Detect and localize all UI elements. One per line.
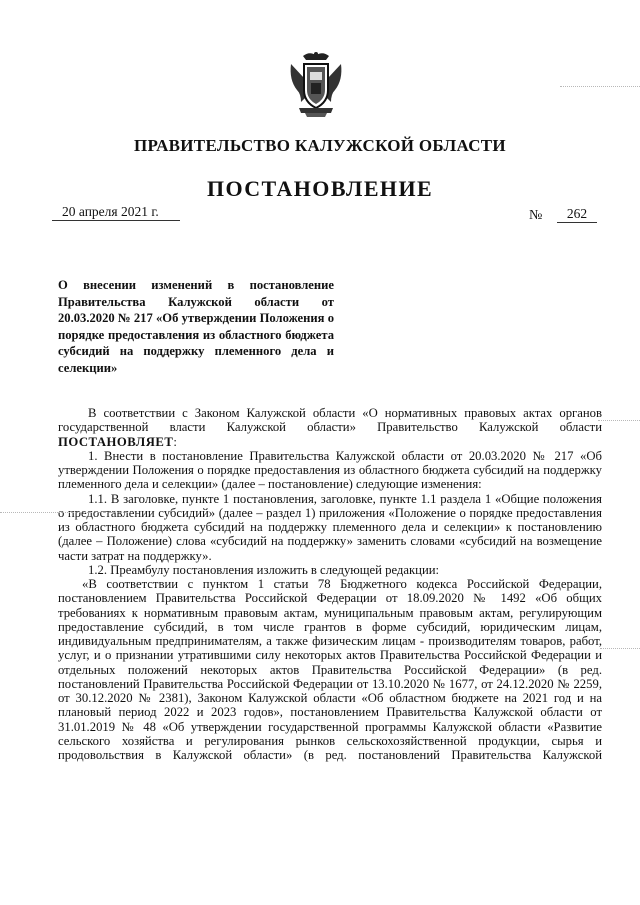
- number-label: №: [529, 208, 543, 223]
- coat-of-arms-icon: [287, 50, 345, 118]
- scan-artifact-line: [0, 512, 130, 513]
- resolves-colon: :: [173, 434, 177, 449]
- organization-title: ПРАВИТЕЛЬСТВО КАЛУЖСКОЙ ОБЛАСТИ: [134, 136, 506, 155]
- resolves-keyword: ПОСТАНОВЛЯЕТ: [58, 434, 174, 449]
- document-subject: О внесении изменений в постановление Правительства Калужской области от 20.03.2020 № 217 «Об утверждении Положения о порядке предоставления из областного бюджета субсидий на поддержку племенного дела и селекции»: [58, 278, 334, 375]
- document-number: 262: [557, 206, 597, 223]
- intro-paragraph: В соответствии с Законом Калужской области «О нормативных правовых актах органов государственной власти Калужской области» Правительство Калужской области: [58, 406, 602, 435]
- resolves-line: [58, 435, 602, 449]
- item-1-1: 1.1. В заголовке, пункте 1 постановления, заголовке, пункте 1.1 раздела 1 «Общие положения о предоставлении субсидий» (далее – раздел 1) приложения «Положение о порядке предоставления из областного бюджета субсидий на поддержку племенного дела и селекции» к постановлению (далее – Положение) слова «субсидий на поддержку» заменить словами «субсидий на возмещение части затрат на поддержку».: [58, 491, 602, 563]
- document-type-title: ПОСТАНОВЛЕНИЕ: [206, 176, 434, 201]
- document-body: [58, 406, 602, 762]
- preamble-quote: «В соответствии с пунктом 1 статьи 78 Бюджетного кодекса Российской Федерации, постановлением Правительства Российской Федерации от 18.09.2020 № 1492 «Об общих требованиях к нормативным правовым актам, муниципальным правовым актам, регулирующим предоставление субсидий, в том числе грантов в форме субсидий, юридическим лицам, индивидуальным предпринимателям, а также физическим лицам - производителям товаров, работ, услуг, и о признании утратившими силу некоторых актов Правительства Российской Федерации и отдельных положений некоторых актов Правительства Российской Федерации» (в ред. постановлений Правительства Российской Федерации от 13.10.2020 № 1677, от 24.12.2020 № 2259, от 30.12.2020 № 2381), Законом Калужской области «Об областном бюджете на 2021 год и на плановый период 2022 и 2023 годов», постановлением Правительства Калужской области от 31.01.2019 № 48 «Об утверждении государственной программы Калужской области «Развитие сельского хозяйства и регулирования рынков сельскохозяйственной продукции, сырья и продовольствия в Калужской области» (в ред. постановлений Правительства Калужской: [58, 577, 602, 762]
- item-1: 1. Внести в постановление Правительства Калужской области от 20.03.2020 № 217 «Об утверждении Положения о порядке предоставления из областного бюджета субсидий на поддержку племенного дела и селекции» (далее – постановление) следующие изменения:: [58, 448, 602, 492]
- scan-artifact-line: [600, 648, 640, 649]
- item-1-2: 1.2. Преамбулу постановления изложить в следующей редакции:: [88, 562, 440, 577]
- document-date: 20 апреля 2021 г.: [52, 204, 180, 221]
- scan-artifact-line: [598, 420, 640, 421]
- scan-artifact-line: [560, 86, 640, 87]
